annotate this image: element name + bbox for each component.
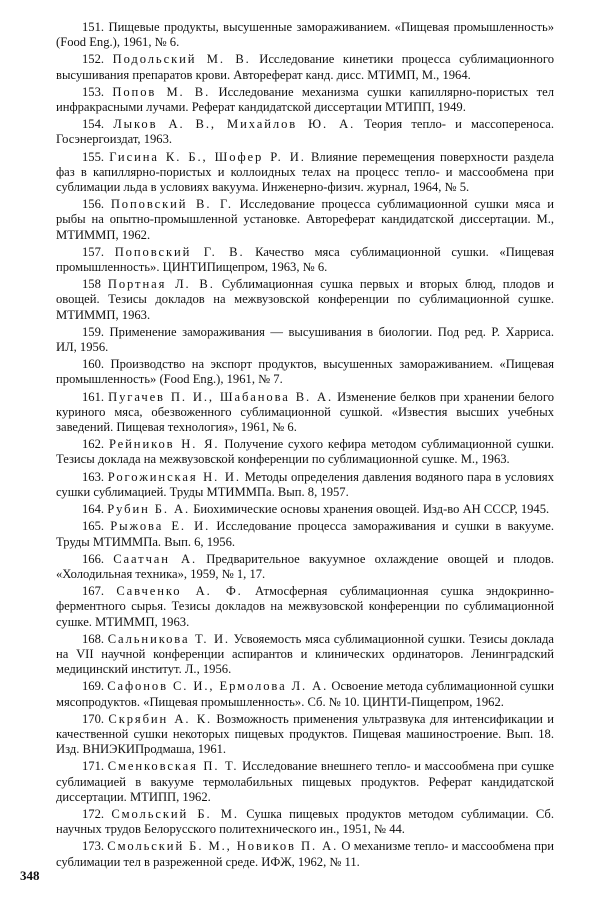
reference-number: 170. — [82, 711, 105, 726]
reference-author: Подольский М. В. — [112, 52, 251, 67]
reference-number: 163. — [82, 469, 105, 484]
reference-text: Изменение белков при хранении белого куриного мяса, обезвоженного сублимационной сушкой. «Известия высших учебных заведений. Пищевая технология», 1961, № 6. — [56, 389, 554, 435]
reference-number: 165. — [82, 519, 105, 534]
reference-author: Смольский Б. М., Новиков П. А. — [107, 839, 339, 854]
reference-number: 158 — [82, 277, 101, 292]
reference-text: Атмосферная сублимационная сушка эндокринно-ферментного сырья. Тезисы докладов на межвузовской конференции по сублимационной сушке. МТИММП, 1963. — [56, 584, 554, 629]
reference-author: Сафонов С. И., Ермолова Л. А. — [107, 679, 329, 694]
bibliography-list — [56, 20, 554, 870]
reference-text: Методы определения давления водяного пара в условиях сушки сублимацией. Труды МТИММПа. Вып. 8, 1957. — [56, 469, 555, 499]
reference-152 — [56, 52, 554, 82]
reference-166 — [56, 552, 554, 582]
reference-number: 155. — [82, 149, 105, 164]
reference-172 — [56, 807, 554, 837]
reference-author: Гисина К. Б., Шофер Р. И. — [109, 149, 306, 164]
reference-number: 156. — [82, 197, 105, 212]
reference-text: Исследование внешнего тепло- и массообмена при сушке сублимацией в вакууме термолабильных пищевых продуктов. Реферат кандидатской диссертации. МТИПП, 1962. — [56, 759, 555, 804]
reference-number: 166. — [82, 551, 105, 566]
reference-text: Возможность применения ультразвука для интенсификации и качественной сушки некоторых пищевых продуктов. Пищевая машиностроение. Вып. 18. Изд. ВНИЭКИПродмаша, 1961. — [56, 711, 554, 757]
reference-number: 167. — [82, 584, 105, 599]
reference-167 — [56, 584, 554, 630]
reference-number: 152. — [82, 52, 105, 67]
reference-number: 153. — [82, 84, 105, 99]
reference-157 — [56, 245, 554, 275]
reference-text: Исследование процесса замораживания и сушки в вакууме. Труды МТИММПа. Вып. 6, 1956. — [56, 519, 555, 549]
reference-author: Портная Л. В. — [107, 277, 215, 292]
reference-author: Рубин Б. А. — [107, 502, 191, 517]
reference-text: Сублимационная сушка первых и вторых блюд, плодов и овощей. Тезисы докладов на межвузовской конференции по сублимационной сушке. МТИММП, 1963. — [56, 277, 554, 322]
reference-text: Применение замораживания — высушивания в биологии. Под ред. Р. Харриса. ИЛ, 1956. — [56, 324, 554, 355]
reference-text: Пищевые продукты, высушенные замораживанием. «Пищевая промышленность» (Food Eng.), 1961, № 6. — [56, 20, 554, 50]
page-number: 348 — [20, 868, 40, 883]
reference-158 — [56, 277, 554, 323]
reference-author: Попов М. В. — [112, 84, 211, 99]
reference-164 — [56, 502, 554, 517]
reference-text: Теория тепло- и массопереноса. Госэнергоиздат, 1963. — [56, 117, 554, 147]
reference-number: 171. — [82, 759, 105, 774]
reference-number: 164. — [82, 502, 105, 517]
reference-number: 172. — [82, 806, 105, 821]
reference-number: 157. — [82, 244, 105, 259]
reference-number: 154. — [82, 117, 105, 132]
reference-154 — [56, 117, 554, 147]
reference-text: Качество мяса сублимационной сушки. «Пищевая промышленность». ЦИНТИПищепром, 1963, № 6. — [56, 244, 555, 275]
reference-151 — [56, 20, 554, 50]
reference-number: 162. — [82, 437, 105, 452]
reference-text: Получение сухого кефира методом сублимационной сушки. Тезисы доклада на межвузовской конференции по сублимационной сушке. М., 1963. — [56, 437, 554, 467]
reference-author: Сальникова Т. И. — [107, 631, 230, 646]
reference-153 — [56, 85, 554, 115]
reference-author: Поповский В. Г. — [110, 197, 233, 212]
reference-163 — [56, 470, 554, 500]
reference-author: Поповский Г. В. — [114, 244, 245, 259]
reference-author: Смольский Б. М. — [111, 806, 239, 821]
reference-168 — [56, 632, 554, 678]
reference-author: Скрябин А. К. — [108, 711, 213, 726]
reference-number: 151. — [82, 20, 105, 34]
reference-author: Рейников Н. Я. — [108, 437, 220, 452]
reference-number: 168. — [82, 631, 105, 646]
reference-text: Исследование механизма сушки капиллярно-пористых тел инфракрасными лучами. Реферат кандидатской диссертации МТИПП, 1949. — [56, 84, 554, 115]
reference-156 — [56, 197, 554, 243]
reference-text: Предварительное вакуумное охлаждение овощей и плодов. «Холодильная техника», 1959, № 1, 17. — [56, 551, 554, 581]
reference-author: Савченко А. Ф. — [116, 584, 243, 599]
reference-text: Освоение метода сублимационной сушки мясопродуктов. «Пищевая промышленность». Сб. № 10. ЦИНТИ-Пищепром, 1962. — [56, 679, 554, 709]
reference-text: Биохимические основы хранения овощей. Изд-во АН СССР, 1945. — [193, 502, 550, 517]
reference-159 — [56, 325, 554, 355]
reference-number: 173. — [82, 839, 105, 854]
reference-author: Саатчан А. — [113, 551, 198, 566]
reference-author: Пугачев П. И., Шабанова В. А. — [108, 389, 334, 404]
reference-author: Лыков А. В., Михайлов Ю. А. — [113, 117, 356, 132]
reference-155 — [56, 150, 554, 196]
reference-author: Рыжова Е. И. — [110, 519, 211, 534]
reference-text: Производство на экспорт продуктов, высушенных замораживанием. «Пищевая промышленность» (Food Eng.), 1961, № 7. — [56, 357, 554, 387]
reference-165 — [56, 519, 554, 549]
reference-text: Сушка пищевых продуктов методом сублимации. Сб. научных трудов Белорусского политехнического ин., 1951, № 44. — [56, 806, 554, 837]
reference-text: Исследование процесса сублимационной сушки мяса и рыбы на опытно-промышленной установке. Автореферат кандидатской диссертации. М., МТИММП, 1962. — [56, 197, 554, 242]
reference-text: Влияние перемещения поверхности раздела фаз в капиллярно-пористых и коллоидных телах на процесс тепло- и массообмена при сублимации льда в условиях вакуума. Инженерно-физич. журнал, 1964, № 5. — [56, 149, 554, 195]
reference-170 — [56, 712, 554, 758]
reference-number: 169. — [82, 679, 105, 694]
reference-text: Исследование кинетики процесса сублимационного высушивания препаратов крови. Автореферат канд. дисс. МТИМП, М., 1964. — [56, 52, 554, 82]
reference-number: 161. — [82, 389, 105, 404]
reference-161 — [56, 390, 554, 436]
reference-162 — [56, 437, 554, 467]
reference-text: О механизме тепло- и массообмена при сублимации тел в разреженной среде. ИФЖ, 1962, № 11. — [56, 839, 554, 869]
reference-173 — [56, 839, 554, 869]
reference-169 — [56, 679, 554, 709]
reference-author: Рогожинская Н. И. — [107, 469, 241, 484]
reference-text: Усвояемость мяса сублимационной сушки. Тезисы доклада на VII научной конференции аспирантов и клинических ординаторов. Ленинградский медицинский институт. Л., 1956. — [56, 631, 554, 677]
reference-171 — [56, 759, 554, 805]
reference-author: Сменковская П. Т. — [107, 759, 239, 774]
reference-number: 160. — [82, 357, 105, 372]
reference-160 — [56, 357, 554, 387]
reference-number: 159. — [82, 324, 105, 339]
